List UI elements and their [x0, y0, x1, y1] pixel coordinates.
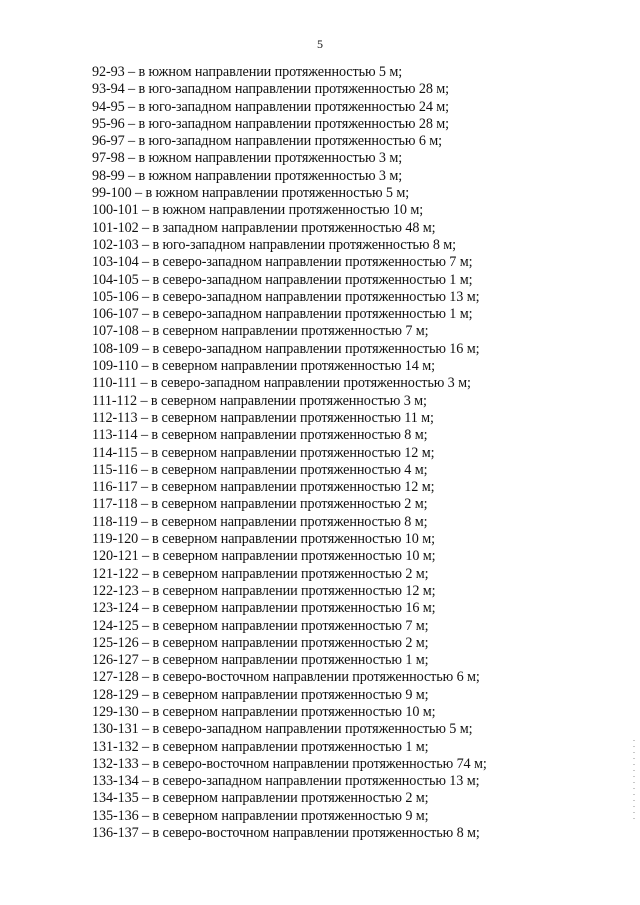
- scan-edge-marks: [633, 740, 635, 820]
- boundary-line: 112-113 – в северном направлении протяженностью 11 м;: [92, 409, 434, 426]
- boundary-line: 119-120 – в северном направлении протяженностью 10 м;: [92, 531, 435, 548]
- boundary-line: 122-123 – в северном направлении протяженностью 12 м;: [92, 582, 436, 599]
- boundary-line: 132-133 – в северо-восточном направлении протяженностью 74 м;: [92, 755, 487, 772]
- boundary-line: 131-132 – в северном направлении протяженностью 1 м;: [92, 738, 429, 755]
- boundary-line: 114-115 – в северном направлении протяженностью 12 м;: [92, 444, 435, 461]
- boundary-line: 123-124 – в северном направлении протяженностью 16 м;: [92, 600, 436, 617]
- boundary-line: 116-117 – в северном направлении протяженностью 12 м;: [92, 479, 435, 496]
- boundary-line: 97-98 – в южном направлении протяженностью 3 м;: [92, 150, 403, 167]
- boundary-line: 117-118 – в северном направлении протяженностью 2 м;: [92, 496, 428, 513]
- page-number: 5: [317, 37, 323, 51]
- boundary-line: 103-104 – в северо-западном направлении протяженностью 7 м;: [92, 254, 473, 271]
- boundary-line: 92-93 – в южном направлении протяженностью 5 м;: [92, 64, 403, 80]
- boundary-line: 93-94 – в юго-западном направлении протяженностью 28 м;: [92, 81, 450, 98]
- boundary-line: 113-114 – в северном направлении протяженностью 8 м;: [92, 427, 428, 444]
- boundary-line: 118-119 – в северном направлении протяженностью 8 м;: [92, 513, 428, 530]
- boundary-line: 121-122 – в северном направлении протяженностью 2 м;: [92, 565, 429, 582]
- boundary-line: 134-135 – в северном направлении протяженностью 2 м;: [92, 790, 429, 807]
- boundary-line: 110-111 – в северо-западном направлении протяженностью 3 м;: [92, 375, 471, 392]
- boundary-line: 124-125 – в северном направлении протяженностью 7 м;: [92, 617, 429, 634]
- boundary-line: 115-116 – в северном направлении протяженностью 4 м;: [92, 461, 428, 478]
- boundary-line: 125-126 – в северном направлении протяженностью 2 м;: [92, 634, 429, 651]
- boundary-line: 94-95 – в юго-западном направлении протяженностью 24 м;: [92, 98, 450, 115]
- boundary-line: 95-96 – в юго-западном направлении протяженностью 28 м;: [92, 115, 450, 132]
- boundary-description-list: [92, 64, 632, 842]
- boundary-line: 101-102 – в западном направлении протяженностью 48 м;: [92, 219, 436, 236]
- boundary-line: 102-103 – в юго-западном направлении протяженностью 8 м;: [92, 236, 457, 253]
- boundary-line: 109-110 – в северном направлении протяженностью 14 м;: [92, 358, 435, 375]
- boundary-line: 128-129 – в северном направлении протяженностью 9 м;: [92, 686, 429, 703]
- boundary-line: 133-134 – в северо-западном направлении протяженностью 13 м;: [92, 773, 480, 790]
- boundary-line: 130-131 – в северо-западном направлении протяженностью 5 м;: [92, 721, 473, 738]
- boundary-line: 129-130 – в северном направлении протяженностью 10 м;: [92, 703, 436, 720]
- boundary-line: 99-100 – в южном направлении протяженностью 5 м;: [92, 185, 410, 202]
- boundary-line: 107-108 – в северном направлении протяженностью 7 м;: [92, 323, 429, 340]
- boundary-line: 126-127 – в северном направлении протяженностью 1 м;: [92, 652, 429, 669]
- boundary-line: 111-112 – в северном направлении протяженностью 3 м;: [92, 392, 427, 409]
- boundary-line: 136-137 – в северо-восточном направлении протяженностью 8 м;: [92, 825, 480, 842]
- boundary-line: 120-121 – в северном направлении протяженностью 10 м;: [92, 548, 436, 565]
- boundary-line: 106-107 – в северо-западном направлении протяженностью 1 м;: [92, 306, 473, 323]
- boundary-line: 108-109 – в северо-западном направлении протяженностью 16 м;: [92, 340, 480, 357]
- boundary-line: 98-99 – в южном направлении протяженностью 3 м;: [92, 167, 403, 184]
- boundary-line: 127-128 – в северо-восточном направлении протяженностью 6 м;: [92, 669, 480, 686]
- boundary-line: 135-136 – в северном направлении протяженностью 9 м;: [92, 807, 429, 824]
- boundary-line: 105-106 – в северо-западном направлении протяженностью 13 м;: [92, 288, 480, 305]
- boundary-line: 100-101 – в южном направлении протяженностью 10 м;: [92, 202, 424, 219]
- boundary-line: 104-105 – в северо-западном направлении протяженностью 1 м;: [92, 271, 473, 288]
- boundary-line: 96-97 – в юго-западном направлении протяженностью 6 м;: [92, 133, 443, 150]
